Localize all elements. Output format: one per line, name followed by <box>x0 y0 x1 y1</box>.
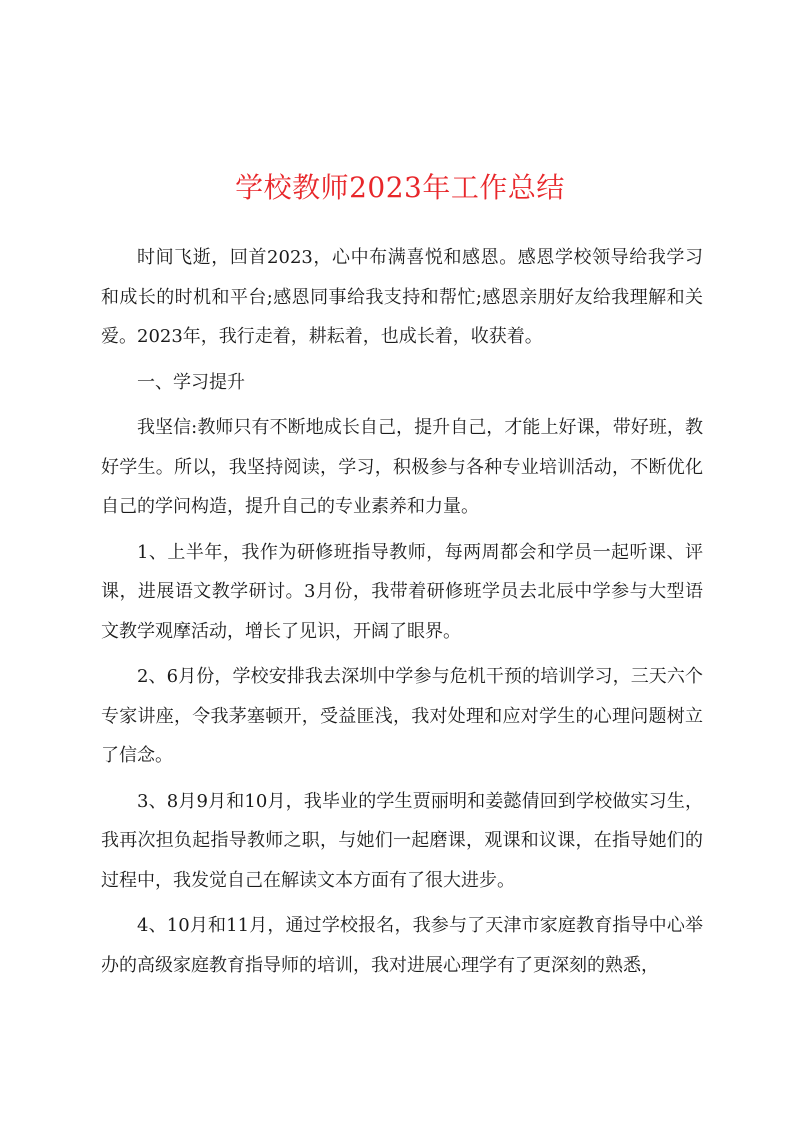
document-body <box>101 238 703 991</box>
paragraph-item-4: 4、10月和11月，通过学校报名，我参与了天津市家庭教育指导中心举办的高级家庭教育指导师的培训，我对进展心理学有了更深刻的熟悉， <box>101 915 703 976</box>
document-title: 学校教师2023年工作总结 <box>235 171 565 204</box>
paragraph-belief: 我坚信:教师只有不断地成长自己，提升自己，才能上好课，带好班，教好学生。所以，我坚持阅读，学习，积极参与各种专业培训活动，不断优化自己的学问构造，提升自己的专业素养和力量。 <box>101 417 703 517</box>
paragraph-item-2: 2、6月份，学校安排我去深圳中学参与危机干预的培训学习，三天六个专家讲座，令我茅塞顿开，受益匪浅，我对处理和应对学生的心理问题树立了信念。 <box>101 666 703 766</box>
paragraph-item-1: 1、上半年，我作为研修班指导教师，每两周都会和学员一起听课、评课，进展语文教学研讨。3月份，我带着研修班学员去北辰中学参与大型语文教学观摩活动，增长了见识，开阔了眼界。 <box>101 541 703 642</box>
paragraph-intro: 时间飞逝，回首2023，心中布满喜悦和感恩。感恩学校领导给我学习和成长的时机和平台;感恩同事给我支持和帮忙;感恩亲朋好友给我理解和关爱。2023年，我行走着，耕耘着，也成长着，收获着。 <box>101 247 703 347</box>
paragraph-item-3: 3、8月9月和10月，我毕业的学生贾丽明和姜懿倩回到学校做实习生，我再次担负起指导教师之职，与她们一起磨课，观课和议课，在指导她们的过程中，我发觉自己在解读文本方面有了很大进步。 <box>101 790 703 891</box>
section-heading-study: 一、学习提升 <box>137 371 245 393</box>
